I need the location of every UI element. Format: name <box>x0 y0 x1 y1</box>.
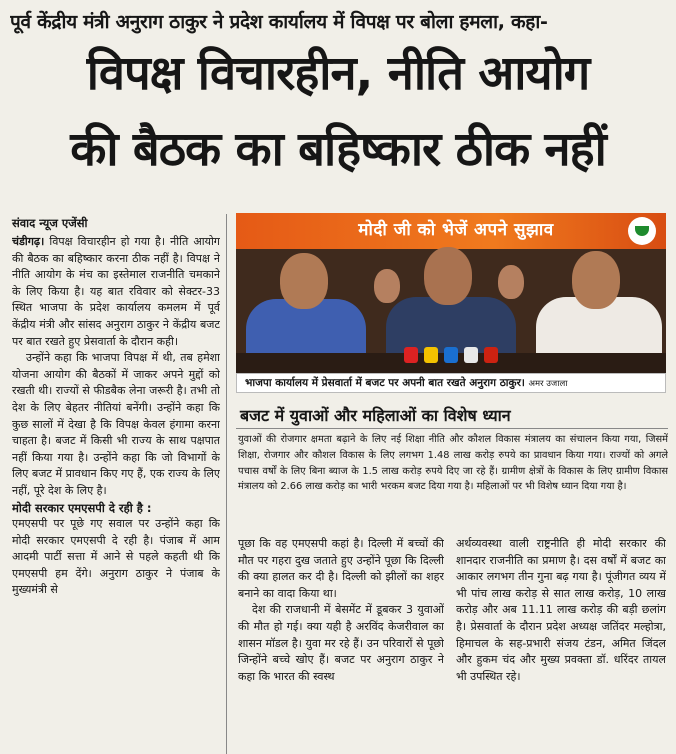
banner-text: मोदी जी को भेजें अपने सुझाव <box>358 220 554 240</box>
paragraph: विपक्ष विचारहीन हो गया है। नीति आयोग की बैठक का बहिष्कार करना ठीक नहीं है। विपक्ष ने नीति आयोग के मंच का इस्तेमाल राजनीति चमकाने के लिए किया है। यह बात रविवार को सेक्टर-33 स्थित भाजपा के प्रदेश कार्यालय कमलम में पूर्व केंद्रीय मंत्री और सांसद अनुराग ठाकुर ने केंद्रीय बजट पर बात रखते हुए प्रेसवार्ता के दौरान कही। <box>12 235 220 348</box>
paragraph: एमएसपी पर पूछे गए सवाल पर उन्होंने कहा कि मोदी सरकार एमएसपी दे रही है। पंजाब में आम आदमी पार्टी सत्ता में आने से पहले कहती थी कि एमएसपी हम देंगे। अनुराग ठाकुर ने पंजाब के मुख्यमंत्री से <box>12 517 220 597</box>
microphone-icon <box>464 347 478 363</box>
dateline-city: चंडीगढ़। <box>12 235 45 248</box>
microphone-icon <box>424 347 438 363</box>
paragraph: अर्थव्यवस्था वाली राष्ट्रनीति ही मोदी सरकार की शानदार राजनीति का प्रमाण है। दस वर्षों में बजट का आकार लगभग तीन गुना बढ़ गया है। पूंजीगत व्यय में भी पांच लाख करोड़ से सात लाख करोड़, 10 लाख करोड़ और अब 11.11 लाख करोड़ की बड़ी छलांग है। प्रेसवार्ता के दौरान प्रदेश अध्यक्ष जतिंदर मल्होत्रा, हिमाचल के सह-प्रभारी संजय टंडन, अमित जिंदल और हुकम चंद और मुख्य प्रवक्ता डॉ. धरिंदर तायल भी उपस्थित रहे। <box>456 537 666 683</box>
box-heading: बजट में युवाओं और महिलाओं का विशेष ध्यान <box>240 406 511 425</box>
box-text: युवाओं की रोजगार क्षमता बढ़ाने के लिए नई शिक्षा नीति और कौशल विकास मंत्रालय का संचालन किया गया, जिसमें शिक्षा, रोजगार और कौशल विकास के लिए लगभग 1.48 लाख करोड़ रुपये का प्रावधान किया गया। राज्यों को अगले पचास वर्षों के लिए बिना ब्याज के 1.5 लाख करोड़ रुपये दिए जा रहे हैं। ग्रामीण क्षेत्रों के विकास के लिए ग्रामीण विकास मंत्रालय को 2.66 लाख करोड़ का भारी भरकम बजट दिया गया है। महिलाओं पर भी विशेष ध्यान दिया गया है। <box>238 434 668 493</box>
byline: संवाद न्यूज एजेंसी <box>12 216 88 230</box>
main-headline-line-2: की बैठक का बहिष्कार ठीक नहीं <box>70 122 606 177</box>
caption-text: भाजपा कार्यालय में प्रेसवार्ता में बजट पर अपनी बात रखते अनुराग ठाकुर। <box>245 377 525 389</box>
article-column-2 <box>238 536 444 754</box>
box-rule <box>236 428 668 429</box>
photo-banner <box>236 213 666 249</box>
kicker-headline: पूर्व केंद्रीय मंत्री अनुराग ठाकुर ने प्रदेश कार्यालय में विपक्ष पर बोला हमला, कहा- <box>10 11 548 33</box>
press-conference-photo <box>236 213 666 373</box>
paragraph: पूछा कि वह एमएसपी कहां है। दिल्ली में बच्चों की मौत पर गहरा दुख जताते हुए उन्होंने पूछा कि दिल्ली की क्या हालत कर दी है। दिल्ली को झीलों का शहर बनाने का वादा किया था। <box>238 537 444 600</box>
article-column-3 <box>456 536 666 754</box>
subheading: मोदी सरकार एमएसपी दे रही है : <box>12 500 152 515</box>
microphone-icon <box>404 347 418 363</box>
column-divider <box>226 214 227 754</box>
photo-caption <box>236 373 666 393</box>
photo-credit: अमर उजाला <box>528 379 568 389</box>
paragraph: उन्होंने कहा कि भाजपा विपक्ष में थी, तब हमेशा योजना आयोग की बैठकों में जाकर अपने मुद्दों को रखती थी। राज्यों से फीडबैक लेना जरूरी है। तभी तो देश के लिए बेहतर नीतियां बनेंगी। उन्होंने कहा कि कुछ सालों में देखा है कि विपक्ष केवल हंगामा करना चाहता है। बजट में किसी भी राज्य के साथ पक्षपात नहीं किया गया है। उन्होंने कहा कि जो विभागों के लिए बजट में प्रावधान किए गए हैं, एक राज्य के लिए नहीं, पूरे देश के लिए है। <box>12 351 220 497</box>
main-headline-line-1: विपक्ष विचारहीन, नीति आयोग <box>86 46 590 101</box>
microphone-icon <box>484 347 498 363</box>
paragraph: देश की राजधानी में बेसमेंट में डूबकर 3 युवाओं की मौत हो गई। क्या यही है अरविंद केजरीवाल का शासन मॉडल है। युवा मर रहे हैं। उन परिवारों से पूछो जिन्होंने बच्चे खोए हैं। बजट पर अनुराग ठाकुर ने कहा कि भारत की स्वस्थ <box>238 603 444 683</box>
party-logo-icon <box>628 217 656 245</box>
microphone-icon <box>444 347 458 363</box>
article-column-1 <box>12 234 220 754</box>
